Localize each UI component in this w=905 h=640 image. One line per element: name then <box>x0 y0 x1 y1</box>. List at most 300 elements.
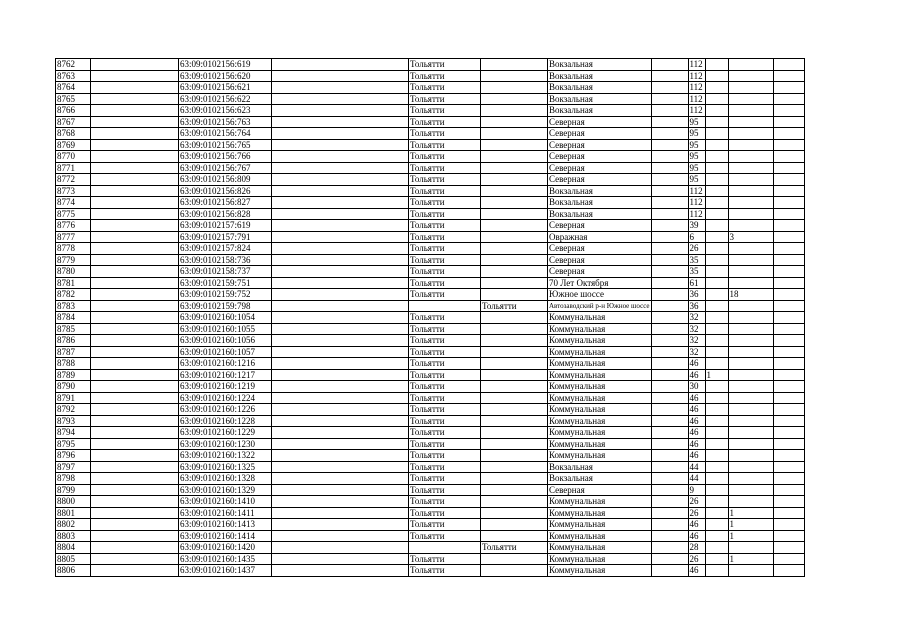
empty-cell <box>272 392 409 404</box>
empty-cell <box>272 381 409 393</box>
cadastral-number-cell: 63:09:0102160:1414 <box>179 530 272 542</box>
city-cell: Тольятти <box>409 243 481 255</box>
city-alt-cell <box>481 185 548 197</box>
house-number-cell: 44 <box>688 473 705 485</box>
house-number-cell: 112 <box>688 70 705 82</box>
city-cell: Тольятти <box>409 346 481 358</box>
house-number-cell: 32 <box>688 312 705 324</box>
street-cell: Северная <box>548 128 652 140</box>
row-number-cell: 8783 <box>56 300 91 312</box>
table-row <box>56 484 805 496</box>
empty-cell <box>773 427 804 439</box>
city-alt-cell <box>481 197 548 209</box>
apartment-cell <box>728 162 773 174</box>
cadastral-number-cell: 63:09:0102160:1224 <box>179 392 272 404</box>
house-number-cell: 39 <box>688 220 705 232</box>
city-cell: Тольятти <box>409 105 481 117</box>
city-cell: Тольятти <box>409 151 481 163</box>
row-number-cell: 8780 <box>56 266 91 278</box>
house-number-cell: 32 <box>688 323 705 335</box>
cadastral-number-cell: 63:09:0102160:1322 <box>179 450 272 462</box>
empty-cell <box>91 254 179 266</box>
apartment-cell <box>728 404 773 416</box>
city-alt-cell <box>481 105 548 117</box>
city-cell: Тольятти <box>409 381 481 393</box>
row-number-cell: 8799 <box>56 484 91 496</box>
empty-cell <box>272 277 409 289</box>
empty-cell <box>272 254 409 266</box>
empty-cell <box>272 82 409 94</box>
empty-cell <box>272 266 409 278</box>
empty-cell <box>91 335 179 347</box>
row-number-cell: 8795 <box>56 438 91 450</box>
empty-cell <box>651 312 688 324</box>
street-cell: Коммунальная <box>548 323 652 335</box>
empty-cell <box>272 369 409 381</box>
row-number-cell: 8793 <box>56 415 91 427</box>
cadastral-number-cell: 63:09:0102157:791 <box>179 231 272 243</box>
empty-cell <box>773 289 804 301</box>
empty-cell <box>773 553 804 565</box>
row-number-cell: 8787 <box>56 346 91 358</box>
empty-cell <box>272 553 409 565</box>
empty-cell <box>773 335 804 347</box>
city-alt-cell <box>481 231 548 243</box>
empty-cell <box>272 438 409 450</box>
empty-cell <box>272 312 409 324</box>
empty-cell <box>773 162 804 174</box>
row-number-cell: 8792 <box>56 404 91 416</box>
city-cell: Тольятти <box>409 139 481 151</box>
apartment-cell: 1 <box>728 530 773 542</box>
city-alt-cell <box>481 59 548 71</box>
empty-cell <box>651 105 688 117</box>
city-cell: Тольятти <box>409 231 481 243</box>
empty-cell <box>651 346 688 358</box>
empty-cell <box>91 162 179 174</box>
cadastral-number-cell: 63:09:0102160:1056 <box>179 335 272 347</box>
empty-cell <box>651 59 688 71</box>
street-cell: Вокзальная <box>548 82 652 94</box>
empty-cell <box>773 323 804 335</box>
cadastral-number-cell: 63:09:0102156:619 <box>179 59 272 71</box>
empty-cell <box>272 220 409 232</box>
empty-cell <box>91 381 179 393</box>
empty-cell <box>773 565 804 577</box>
city-cell: Тольятти <box>409 70 481 82</box>
street-cell: Коммунальная <box>548 530 652 542</box>
house-number-cell: 46 <box>688 392 705 404</box>
empty-cell <box>91 473 179 485</box>
street-cell: Северная <box>548 243 652 255</box>
table-row <box>56 254 805 266</box>
empty-cell <box>651 208 688 220</box>
empty-cell <box>272 323 409 335</box>
street-cell: Коммунальная <box>548 392 652 404</box>
table-row <box>56 530 805 542</box>
empty-cell <box>272 300 409 312</box>
table-row <box>56 323 805 335</box>
city-cell: Тольятти <box>409 162 481 174</box>
city-cell <box>409 300 481 312</box>
street-cell: Вокзальная <box>548 473 652 485</box>
city-cell: Тольятти <box>409 197 481 209</box>
street-cell: Вокзальная <box>548 197 652 209</box>
house-number-cell: 32 <box>688 335 705 347</box>
cadastral-number-cell: 63:09:0102160:1435 <box>179 553 272 565</box>
empty-cell <box>91 197 179 209</box>
street-cell: Автозаводский р-н Южное шоссе <box>549 301 650 310</box>
empty-cell <box>651 335 688 347</box>
empty-cell <box>91 415 179 427</box>
city-alt-cell <box>481 139 548 151</box>
house-number-cell: 46 <box>688 519 705 531</box>
row-number-cell: 8804 <box>56 542 91 554</box>
empty-cell <box>91 289 179 301</box>
street-cell: Коммунальная <box>548 335 652 347</box>
table-body <box>56 59 805 577</box>
empty-cell <box>651 392 688 404</box>
cadastral-number-cell: 63:09:0102159:798 <box>179 300 272 312</box>
building-cell <box>705 300 728 312</box>
house-number-cell: 44 <box>688 461 705 473</box>
street-cell: 70 Лет Октября <box>548 277 652 289</box>
empty-cell <box>651 266 688 278</box>
table-row <box>56 220 805 232</box>
city-cell: Тольятти <box>409 553 481 565</box>
city-alt-cell <box>481 392 548 404</box>
cadastral-number-cell: 63:09:0102160:1411 <box>179 507 272 519</box>
city-alt-cell <box>481 243 548 255</box>
cadastral-number-cell: 63:09:0102156:764 <box>179 128 272 140</box>
house-number-cell: 61 <box>688 277 705 289</box>
empty-cell <box>272 473 409 485</box>
city-cell: Тольятти <box>409 312 481 324</box>
building-cell <box>705 162 728 174</box>
street-cell: Коммунальная <box>548 553 652 565</box>
empty-cell <box>272 162 409 174</box>
street-cell: Северная <box>548 151 652 163</box>
table-row <box>56 404 805 416</box>
empty-cell <box>773 358 804 370</box>
cadastral-number-cell: 63:09:0102156:621 <box>179 82 272 94</box>
empty-cell <box>651 358 688 370</box>
cadastral-number-cell: 63:09:0102156:623 <box>179 105 272 117</box>
table-row <box>56 461 805 473</box>
apartment-cell <box>728 438 773 450</box>
city-cell: Тольятти <box>409 220 481 232</box>
empty-cell <box>91 565 179 577</box>
empty-cell <box>91 346 179 358</box>
empty-cell <box>773 530 804 542</box>
apartment-cell <box>728 381 773 393</box>
row-number-cell: 8801 <box>56 507 91 519</box>
house-number-cell: 46 <box>688 450 705 462</box>
empty-cell <box>91 93 179 105</box>
empty-cell <box>272 542 409 554</box>
cadastral-number-cell: 63:09:0102159:752 <box>179 289 272 301</box>
house-number-cell: 46 <box>688 404 705 416</box>
city-alt-cell <box>481 565 548 577</box>
apartment-cell <box>728 82 773 94</box>
building-cell <box>705 151 728 163</box>
empty-cell <box>773 484 804 496</box>
empty-cell <box>651 553 688 565</box>
apartment-cell <box>728 266 773 278</box>
apartment-cell <box>728 427 773 439</box>
empty-cell <box>272 231 409 243</box>
empty-cell <box>773 277 804 289</box>
row-number-cell: 8771 <box>56 162 91 174</box>
building-cell <box>705 553 728 565</box>
table-row <box>56 266 805 278</box>
city-cell: Тольятти <box>409 519 481 531</box>
row-number-cell: 8788 <box>56 358 91 370</box>
apartment-cell <box>728 208 773 220</box>
building-cell <box>705 185 728 197</box>
house-number-cell: 36 <box>688 300 705 312</box>
empty-cell <box>651 565 688 577</box>
row-number-cell: 8779 <box>56 254 91 266</box>
cadastral-number-cell: 63:09:0102160:1226 <box>179 404 272 416</box>
apartment-cell <box>728 116 773 128</box>
house-number-cell: 28 <box>688 542 705 554</box>
city-cell: Тольятти <box>409 473 481 485</box>
cadastral-number-cell: 63:09:0102156:809 <box>179 174 272 186</box>
cadastral-number-cell: 63:09:0102160:1230 <box>179 438 272 450</box>
table-row <box>56 507 805 519</box>
street-cell: Северная <box>548 484 652 496</box>
empty-cell <box>651 507 688 519</box>
empty-cell <box>91 105 179 117</box>
street-cell: Северная <box>548 254 652 266</box>
building-cell <box>705 254 728 266</box>
row-number-cell: 8785 <box>56 323 91 335</box>
city-cell: Тольятти <box>409 266 481 278</box>
empty-cell <box>272 93 409 105</box>
empty-cell <box>773 208 804 220</box>
city-cell: Тольятти <box>409 461 481 473</box>
street-cell: Коммунальная <box>548 565 652 577</box>
city-cell: Тольятти <box>409 82 481 94</box>
register-table <box>55 58 805 577</box>
house-number-cell: 30 <box>688 381 705 393</box>
cadastral-number-cell: 63:09:0102156:622 <box>179 93 272 105</box>
empty-cell <box>773 128 804 140</box>
empty-cell <box>773 59 804 71</box>
empty-cell <box>651 519 688 531</box>
empty-cell <box>773 300 804 312</box>
house-number-cell: 95 <box>688 128 705 140</box>
empty-cell <box>651 300 688 312</box>
empty-cell <box>773 174 804 186</box>
city-cell: Тольятти <box>409 174 481 186</box>
cadastral-number-cell: 63:09:0102160:1437 <box>179 565 272 577</box>
empty-cell <box>272 450 409 462</box>
city-alt-cell <box>481 254 548 266</box>
city-alt-cell <box>481 553 548 565</box>
row-number-cell: 8763 <box>56 70 91 82</box>
table-row <box>56 139 805 151</box>
house-number-cell: 112 <box>688 185 705 197</box>
house-number-cell: 46 <box>688 415 705 427</box>
apartment-cell <box>728 461 773 473</box>
empty-cell <box>91 553 179 565</box>
apartment-cell <box>728 174 773 186</box>
empty-cell <box>773 450 804 462</box>
empty-cell <box>651 496 688 508</box>
house-number-cell: 26 <box>688 496 705 508</box>
city-alt-cell <box>481 277 548 289</box>
building-cell <box>705 542 728 554</box>
city-alt-cell <box>481 70 548 82</box>
city-alt-cell <box>481 404 548 416</box>
street-cell: Северная <box>548 174 652 186</box>
apartment-cell <box>728 565 773 577</box>
street-cell: Овражная <box>548 231 652 243</box>
empty-cell <box>91 461 179 473</box>
street-cell: Коммунальная <box>548 404 652 416</box>
city-alt-cell: Тольятти <box>481 300 548 312</box>
row-number-cell: 8776 <box>56 220 91 232</box>
empty-cell <box>272 59 409 71</box>
city-alt-cell <box>481 346 548 358</box>
city-alt-cell <box>481 438 548 450</box>
building-cell <box>705 530 728 542</box>
city-alt-cell <box>481 82 548 94</box>
empty-cell <box>91 530 179 542</box>
apartment-cell <box>728 220 773 232</box>
city-alt-cell <box>481 312 548 324</box>
row-number-cell: 8791 <box>56 392 91 404</box>
empty-cell <box>651 128 688 140</box>
empty-cell <box>91 70 179 82</box>
table-row <box>56 82 805 94</box>
city-cell: Тольятти <box>409 392 481 404</box>
city-alt-cell <box>481 220 548 232</box>
empty-cell <box>272 243 409 255</box>
row-number-cell: 8770 <box>56 151 91 163</box>
building-cell <box>705 519 728 531</box>
apartment-cell <box>728 346 773 358</box>
empty-cell <box>91 484 179 496</box>
empty-cell <box>272 70 409 82</box>
empty-cell <box>773 139 804 151</box>
empty-cell <box>651 277 688 289</box>
house-number-cell: 35 <box>688 266 705 278</box>
city-cell: Тольятти <box>409 59 481 71</box>
empty-cell <box>773 82 804 94</box>
cadastral-number-cell: 63:09:0102160:1413 <box>179 519 272 531</box>
city-alt-cell <box>481 496 548 508</box>
empty-cell <box>651 82 688 94</box>
city-alt-cell <box>481 151 548 163</box>
empty-cell <box>773 346 804 358</box>
street-cell: Северная <box>548 266 652 278</box>
building-cell <box>705 484 728 496</box>
city-alt-cell <box>481 369 548 381</box>
empty-cell <box>651 289 688 301</box>
empty-cell <box>91 174 179 186</box>
apartment-cell <box>728 473 773 485</box>
empty-cell <box>651 220 688 232</box>
house-number-cell: 112 <box>688 93 705 105</box>
empty-cell <box>773 266 804 278</box>
city-alt-cell <box>481 174 548 186</box>
row-number-cell: 8768 <box>56 128 91 140</box>
city-alt-cell <box>481 415 548 427</box>
cadastral-number-cell: 63:09:0102156:767 <box>179 162 272 174</box>
house-number-cell: 46 <box>688 438 705 450</box>
empty-cell <box>773 404 804 416</box>
empty-cell <box>651 484 688 496</box>
city-alt-cell <box>481 93 548 105</box>
building-cell <box>705 105 728 117</box>
empty-cell <box>651 231 688 243</box>
cadastral-number-cell: 63:09:0102158:737 <box>179 266 272 278</box>
empty-cell <box>91 185 179 197</box>
empty-cell <box>272 565 409 577</box>
empty-cell <box>773 438 804 450</box>
row-number-cell: 8786 <box>56 335 91 347</box>
cadastral-number-cell: 63:09:0102160:1228 <box>179 415 272 427</box>
street-cell: Коммунальная <box>548 496 652 508</box>
row-number-cell: 8782 <box>56 289 91 301</box>
building-cell <box>705 231 728 243</box>
empty-cell <box>773 369 804 381</box>
empty-cell <box>773 105 804 117</box>
empty-cell <box>651 93 688 105</box>
building-cell <box>705 404 728 416</box>
city-cell: Тольятти <box>409 565 481 577</box>
house-number-cell: 36 <box>688 289 705 301</box>
row-number-cell: 8773 <box>56 185 91 197</box>
city-cell <box>409 542 481 554</box>
street-cell: Коммунальная <box>548 346 652 358</box>
building-cell <box>705 323 728 335</box>
city-alt-cell <box>481 381 548 393</box>
empty-cell <box>651 369 688 381</box>
row-number-cell: 8802 <box>56 519 91 531</box>
apartment-cell <box>728 415 773 427</box>
empty-cell <box>773 415 804 427</box>
house-number-cell: 26 <box>688 553 705 565</box>
row-number-cell: 8766 <box>56 105 91 117</box>
house-number-cell: 46 <box>688 530 705 542</box>
apartment-cell <box>728 450 773 462</box>
building-cell <box>705 427 728 439</box>
city-cell: Тольятти <box>409 369 481 381</box>
empty-cell <box>272 427 409 439</box>
empty-cell <box>91 128 179 140</box>
row-number-cell: 8784 <box>56 312 91 324</box>
street-cell: Вокзальная <box>548 208 652 220</box>
house-number-cell: 95 <box>688 162 705 174</box>
house-number-cell: 6 <box>688 231 705 243</box>
empty-cell <box>91 208 179 220</box>
empty-cell <box>91 277 179 289</box>
empty-cell <box>773 93 804 105</box>
city-cell: Тольятти <box>409 323 481 335</box>
cadastral-number-cell: 63:09:0102156:763 <box>179 116 272 128</box>
building-cell <box>705 266 728 278</box>
empty-cell <box>91 323 179 335</box>
empty-cell <box>91 542 179 554</box>
empty-cell <box>773 116 804 128</box>
city-cell: Тольятти <box>409 427 481 439</box>
city-alt-cell <box>481 358 548 370</box>
city-cell: Тольятти <box>409 289 481 301</box>
